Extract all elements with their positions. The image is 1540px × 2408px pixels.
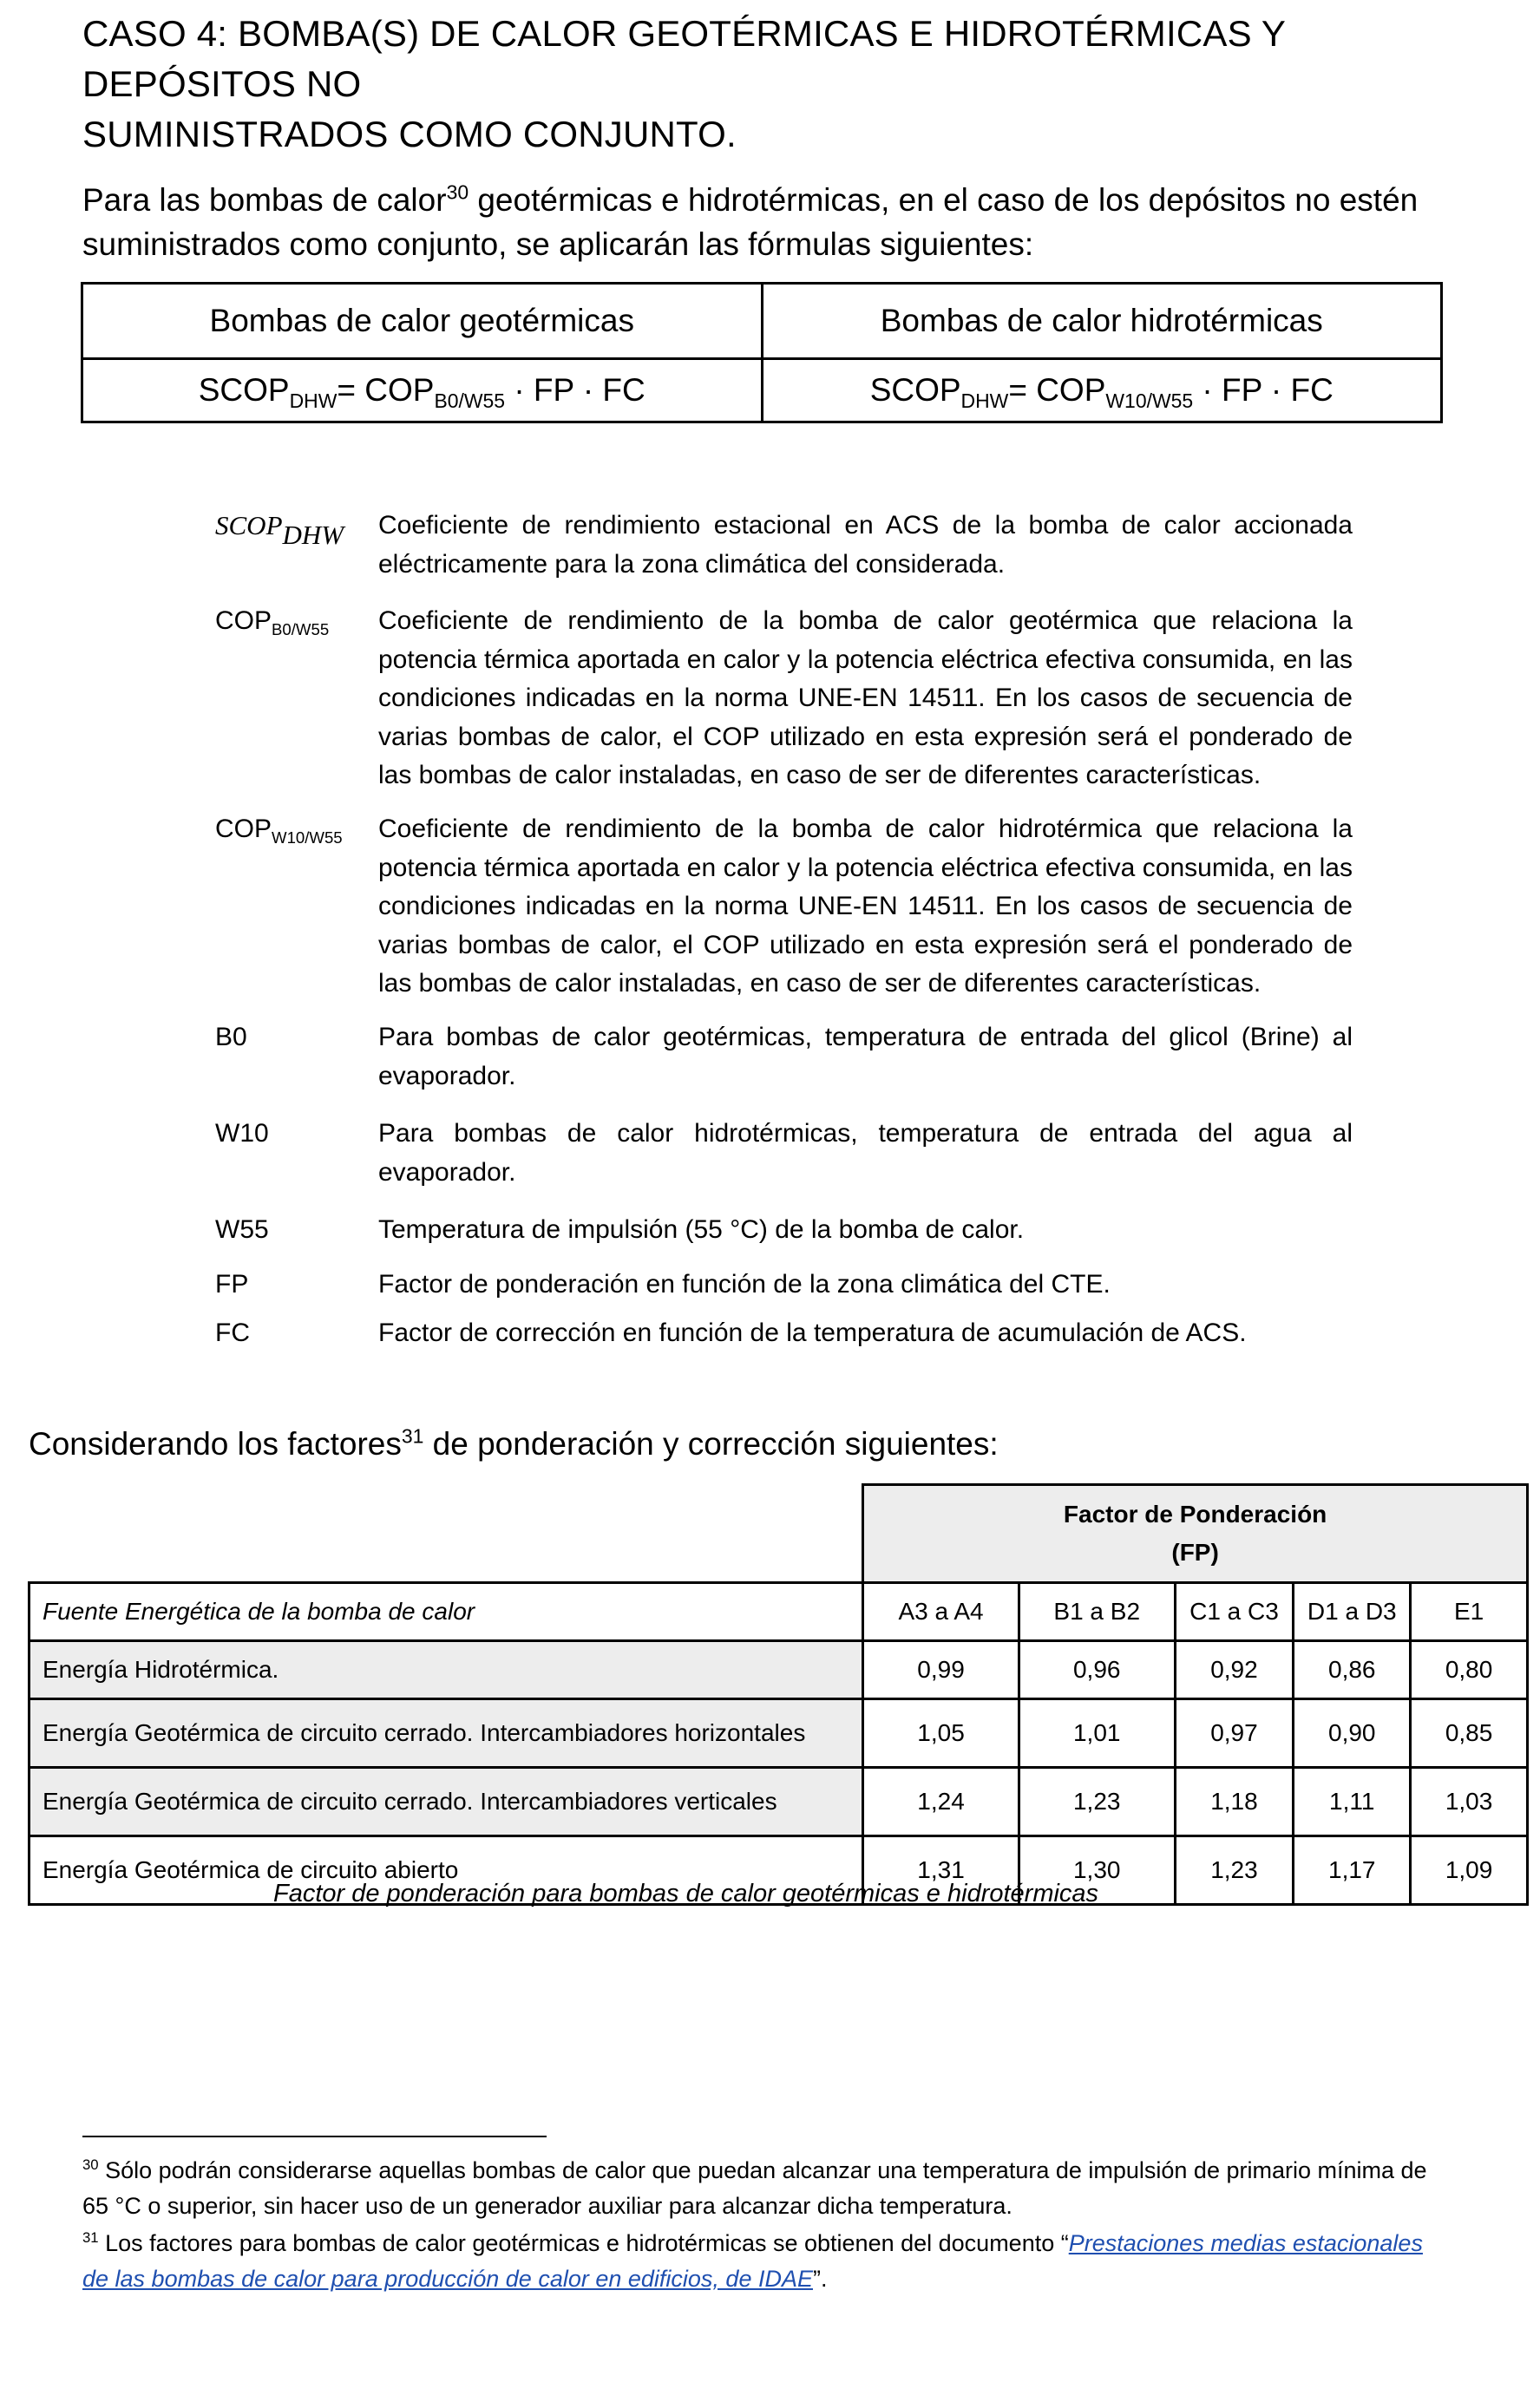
table-cell: 1,23 [1175, 1836, 1294, 1905]
table-corner-blank [29, 1485, 863, 1583]
def-desc-fc: Factor de corrección en función de la temperatura de acumulación de ACS. [378, 1319, 1247, 1347]
zone-header: C1 a C3 [1175, 1583, 1294, 1641]
def-desc-w10: Para bombas de calor hidrotérmicas, temperatura de entrada del agua al evaporador. [378, 1119, 1353, 1187]
table-cell: 1,18 [1175, 1768, 1294, 1836]
row-source: Energía Hidrotérmica. [29, 1641, 863, 1699]
table-cell: 1,11 [1294, 1768, 1411, 1836]
def-desc-b0: Para bombas de calor geotérmicas, temperatura de entrada del glicol (Brine) al evaporador. [378, 1023, 1353, 1090]
footnote-divider [82, 2136, 547, 2137]
footnote-30 [82, 2153, 1453, 2224]
def-desc-scop: Coeficiente de rendimiento estacional en ACS de la bomba de calor accionada eléctricamente para la zona climática del considerada. [378, 511, 1353, 579]
intro-text-a: Para las bombas de calor [82, 182, 447, 218]
table-cell: 0,96 [1019, 1641, 1175, 1699]
zone-header: B1 a B2 [1019, 1583, 1175, 1641]
def-desc-cop-w10: Coeficiente de rendimiento de la bomba de calor hidrotérmica que relaciona la potencia térmica aportada en calor y la potencia eléctrica efectiva consumida, en las condiciones indicadas en la norma UNE-EN 14511. En los casos de secuencia de varias bombas de calor, el COP utilizado en esta expresión será el ponderado de las bombas de calor instaladas, en caso de ser de diferentes características. [378, 815, 1353, 998]
def-term-b0: B0 [215, 1023, 247, 1051]
formula-header-geo: Bombas de calor geotérmicas [82, 284, 763, 359]
zone-header: A3 a A4 [863, 1583, 1019, 1641]
def-desc-w55: Temperatura de impulsión (55 °C) de la bomba de calor. [378, 1215, 1025, 1244]
def-term-cop-w10: $COP_{W10/W55}$ [215, 815, 343, 847]
def-term-fp: FP [215, 1270, 249, 1299]
factor-table [28, 1483, 1529, 1906]
footnote-ref-30[interactable]: 30 [446, 180, 469, 204]
def-term-fc: FC [215, 1319, 250, 1347]
table-cell: 1,01 [1019, 1699, 1175, 1768]
footnote-31-end: ”. [812, 2266, 828, 2292]
table-cell: 0,99 [863, 1641, 1019, 1699]
def-term-cop-b0: $COP_{B0/W55}$ [215, 606, 330, 638]
def-desc-cop-b0: Coeficiente de rendimiento de la bomba de calor geotérmica que relaciona la potencia térmica aportada en calor y la potencia eléctrica efectiva consumida, en las condiciones indicadas en la norma UNE-EN 14511. En los casos de secuencia de varias bombas de calor, el COP utilizado en esta expresión será el ponderado de las bombas de calor instaladas, en caso de ser de diferentes características. [378, 606, 1353, 789]
def-term-scop: $SCOP_{DHW}$ [215, 510, 344, 550]
zone-header: D1 a D3 [1294, 1583, 1411, 1641]
def-term-w55: W55 [215, 1215, 269, 1244]
table-cell: 0,92 [1175, 1641, 1294, 1699]
intro-text-b: geotérmicas e hidrotérmicas, en el caso de los depósitos no estén suministrados como conjunto, se aplicarán las fórmulas siguientes: [82, 182, 1419, 262]
table-cell: 1,31 [863, 1836, 1019, 1905]
def-term-w10: W10 [215, 1119, 269, 1148]
source-column-header: Fuente Energética de la bomba de calor [29, 1583, 863, 1641]
formula-table [81, 282, 1443, 423]
factor-header-title: Factor de Ponderación [1063, 1501, 1327, 1528]
considering-line [29, 1423, 999, 1466]
row-source: Energía Geotérmica de circuito cerrado. Intercambiadores verticales [29, 1768, 863, 1836]
table-row [29, 1641, 1528, 1699]
idae-document-link[interactable]: Prestaciones medias estacionales de las bombas de calor para producción de calor en edificios, de IDAE [82, 2230, 1423, 2292]
factor-header-abbr: (FP) [1171, 1539, 1219, 1566]
table-cell: 0,97 [1175, 1699, 1294, 1768]
def-desc-fp: Factor de ponderación en función de la zona climática del CTE. [378, 1270, 1111, 1299]
table-cell: 1,30 [1019, 1836, 1175, 1905]
table-cell: 1,17 [1294, 1836, 1411, 1905]
heading-line-2: SUMINISTRADOS COMO CONJUNTO. [82, 114, 737, 154]
table-cell: 0,90 [1294, 1699, 1411, 1768]
formula-geo: $SCOP_{DHW}= COP_{B0/W55}$ · FP · FC [82, 359, 763, 422]
row-source: Energía Geotérmica de circuito abierto [29, 1836, 863, 1905]
table-cell: 0,86 [1294, 1641, 1411, 1699]
table-cell: 1,23 [1019, 1768, 1175, 1836]
considering-text-a: Considerando los factores [29, 1426, 402, 1462]
heading-line-1: CASO 4: BOMBA(S) DE CALOR GEOTÉRMICAS E HIDROTÉRMICAS Y DEPÓSITOS NO [82, 13, 1286, 104]
considering-text-b: de ponderación y corrección siguientes: [423, 1426, 999, 1462]
table-row [29, 1768, 1528, 1836]
factor-header [863, 1485, 1528, 1583]
footnote-30-number: 30 [82, 2156, 99, 2173]
table-cell: 1,05 [863, 1699, 1019, 1768]
footnote-ref-31[interactable]: 31 [401, 1424, 424, 1448]
row-source: Energía Geotérmica de circuito cerrado. Intercambiadores horizontales [29, 1699, 863, 1768]
intro-paragraph [82, 178, 1488, 266]
table-cell: 1,03 [1411, 1768, 1528, 1836]
table-row [29, 1699, 1528, 1768]
zone-header: E1 [1411, 1583, 1528, 1641]
table-cell: 1,09 [1411, 1836, 1528, 1905]
table-caption: Factor de ponderación para bombas de calor geotérmicas e hidrotérmicas [273, 1880, 1099, 1907]
formula-header-hidro: Bombas de calor hidrotérmicas [762, 284, 1442, 359]
table-cell: 0,85 [1411, 1699, 1528, 1768]
table-cell: 0,80 [1411, 1641, 1528, 1699]
footnote-31-text: Los factores para bombas de calor geotérmicas e hidrotérmicas se obtienen del documento “ [98, 2230, 1069, 2256]
formula-hidro: $SCOP_{DHW}= COP_{W10/W55}$ · FP · FC [762, 359, 1442, 422]
section-heading [82, 9, 1488, 160]
footnote-31-number: 31 [82, 2229, 99, 2246]
footnote-30-text: Sólo podrán considerarse aquellas bombas de calor que puedan alcanzar una temperatura de impulsión de primario mínima de 65 °C o superior, sin hacer uso de un generador auxiliar para alcanzar dicha temperatura. [82, 2157, 1427, 2219]
footnote-31 [82, 2226, 1453, 2297]
table-cell: 1,24 [863, 1768, 1019, 1836]
